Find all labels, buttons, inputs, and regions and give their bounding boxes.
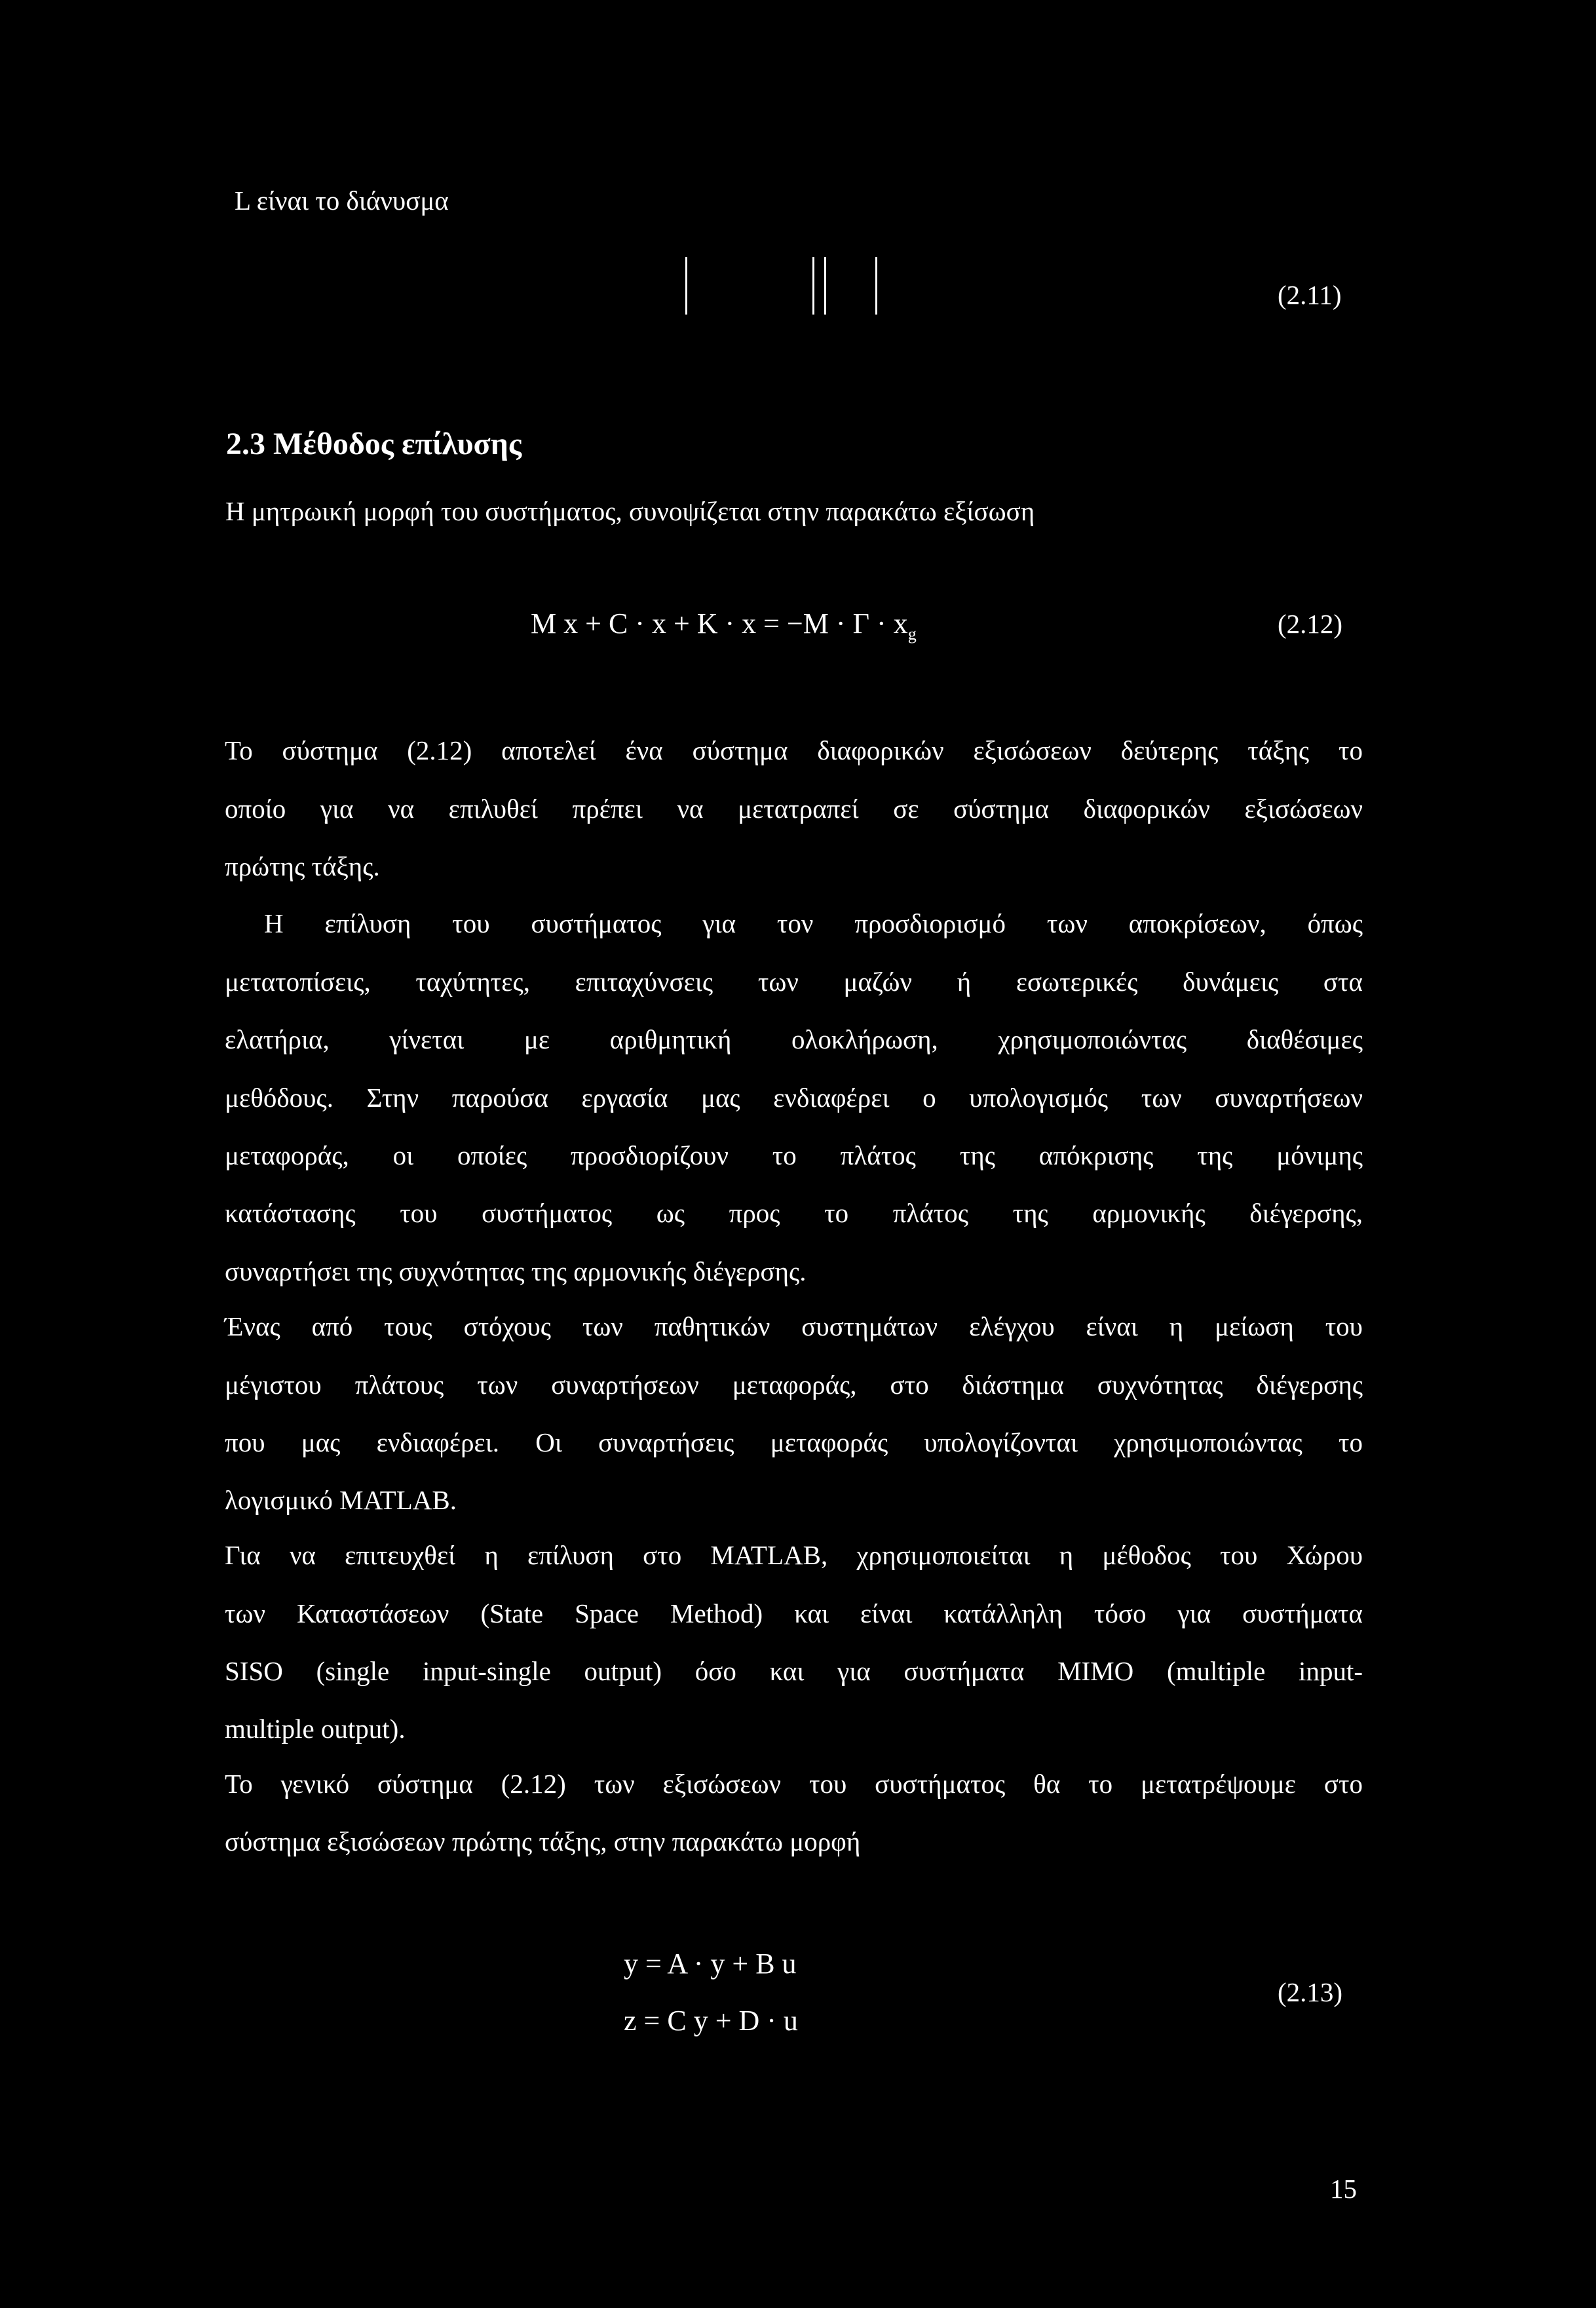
paragraph-2-line-4: μεθόδους. Στην παρούσα εργασία μας ενδιαφέρει ο υπολογισμός των συναρτήσεων (225, 1083, 1363, 1113)
section-heading: 2.3 Μέθοδος επίλυσης (226, 427, 522, 461)
paragraph-1-line-3: πρώτης τάξης. (225, 851, 380, 881)
intro-line: Η μητρωική μορφή του συστήματος, συνοψίζεται στην παρακάτω εξίσωση (225, 496, 1035, 526)
paragraph-3-line-4: λογισμικό MATLAB. (225, 1485, 457, 1515)
bracket-left (685, 257, 687, 315)
equation-number-2-11: (2.11) (1278, 280, 1342, 310)
paragraph-2-line-2: μετατοπίσεις, ταχύτητες, επιταχύνσεις των μαζών ή εσωτερικές δυνάμεις στα (225, 967, 1363, 997)
paragraph-2-line-7: συναρτήσει της συχνότητας της αρμονικής διέγερσης. (225, 1256, 807, 1286)
paragraph-3-line-2: μέγιστου πλάτους των συναρτήσεων μεταφοράς, στο διάστημα συχνότητας διέγερσης (225, 1370, 1363, 1400)
bracket-right (875, 257, 877, 315)
paragraph-5-line-1: Το γενικό σύστημα (2.12) των εξισώσεων του συστήματος θα το μετατρέψουμε στο (225, 1769, 1363, 1799)
bracket-middle-a (812, 257, 814, 315)
equation-2-13-line-2: z = C y + D · u (624, 2005, 798, 2037)
equation-2-12-body: M $x + C \cdot x + K \cdot x = -M \cdot \Gamma \cdot x_g$ (531, 607, 917, 644)
paragraph-4-line-3: SISO (single input-single output) όσο και για συστήματα MIMO (multiple input- (225, 1656, 1363, 1686)
page-number: 15 (1330, 2174, 1357, 2204)
paragraph-4-line-2: των Καταστάσεων (State Space Method) και είναι κατάλληλη τόσο για συστήματα (225, 1598, 1363, 1628)
bracket-middle-b (824, 257, 826, 315)
equation-number-2-13: (2.13) (1278, 1977, 1343, 2007)
paragraph-4-line-4: multiple output). (225, 1714, 406, 1744)
paragraph-4-line-1: Για να επιτευχθεί η επίλυση στο MATLAB, χρησιμοποιείται η μέθοδος του Χώρου (225, 1540, 1363, 1570)
paragraph-2-line-1: Η επίλυση του συστήματος για τον προσδιορισμό των αποκρίσεων, όπως (264, 908, 1363, 938)
paragraph-3-line-1: Ένας από τους στόχους των παθητικών συστημάτων ελέγχου είναι η μείωση του (225, 1311, 1363, 1341)
paragraph-1-line-1: Το σύστημα (2.12) αποτελεί ένα σύστημα διαφορικών εξισώσεων δεύτερης τάξης το (225, 735, 1363, 765)
paragraph-2-line-5: μεταφοράς, οι οποίες προσδιορίζουν το πλάτος της απόκρισης της μόνιμης (225, 1140, 1363, 1170)
vector-intro-text: L είναι το διάνυσμα (235, 185, 449, 216)
paragraph-1-line-2: οποίο για να επιλυθεί πρέπει να μετατραπεί σε σύστημα διαφορικών εξισώσεων (225, 794, 1363, 824)
paragraph-2-line-6: κατάστασης του συστήματος ως προς το πλάτος της αρμονικής διέγερσης, (225, 1198, 1363, 1228)
paragraph-2-line-3: ελατήρια, γίνεται με αριθμητική ολοκλήρωση, χρησιμοποιώντας διαθέσιμες (225, 1024, 1363, 1054)
equation-2-12-subscript: g (907, 624, 917, 644)
paragraph-5-line-2: σύστημα εξισώσεων πρώτης τάξης, στην παρακάτω μορφή (225, 1826, 861, 1856)
equation-number-2-12: (2.12) (1278, 609, 1343, 639)
paragraph-3-line-3: που μας ενδιαφέρει. Οι συναρτήσεις μεταφοράς υπολογίζονται χρησιμοποιώντας το (225, 1427, 1363, 1457)
equation-2-13-line-1: y = A · y + B u (624, 1948, 797, 1980)
